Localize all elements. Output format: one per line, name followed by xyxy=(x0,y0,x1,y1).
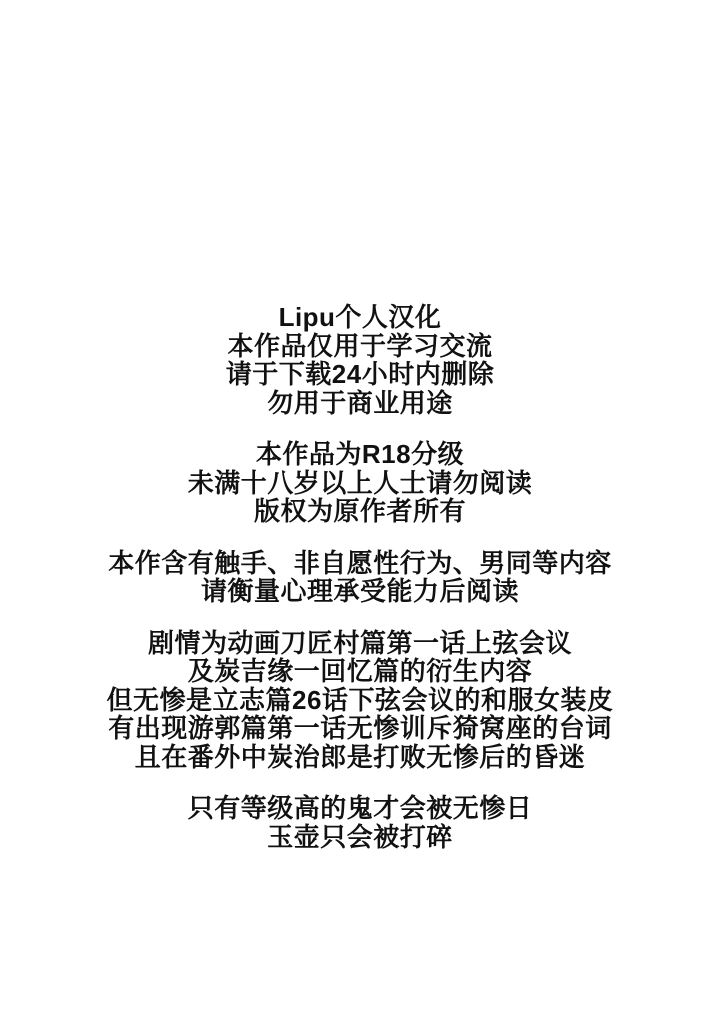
disclaimer-line: 玉壶只会被打碎 xyxy=(267,821,453,852)
disclaimer-line: 本作含有触手、非自愿性行为、男同等内容 xyxy=(108,547,612,578)
disclaimer-line: 剧情为动画刀匠村篇第一话上弦会议 xyxy=(147,627,572,658)
disclaimer-line: 有出现游郭篇第一话无惨训斥猗窝座的台词 xyxy=(108,713,612,743)
disclaimer-line: 只有等级高的鬼才会被无惨日 xyxy=(187,793,533,823)
disclaimer-line: 请于下载24小时内删除 xyxy=(225,359,495,389)
disclaimer-line: 本作品为R18分级 xyxy=(255,439,465,469)
joke-note-block xyxy=(0,794,720,851)
translation-credit-block xyxy=(0,303,720,417)
disclaimer-line: 本作品仅用于学习交流 xyxy=(227,330,493,361)
disclaimer-line: 且在番外中炭治郎是打败无惨后的昏迷 xyxy=(134,741,586,772)
plot-notes-block xyxy=(0,629,720,772)
disclaimer-line: 未满十八岁以上人士请勿阅读 xyxy=(187,467,533,498)
rating-notice-block xyxy=(0,440,720,526)
disclaimer-line: 但无惨是立志篇26话下弦会议的和服女装皮 xyxy=(106,684,614,715)
disclaimer-line: 及炭吉缘一回忆篇的衍生内容 xyxy=(187,656,533,686)
disclaimer-line: 版权为原作者所有 xyxy=(253,496,466,526)
disclaimer-line: Lipu个人汉化 xyxy=(278,302,442,332)
content-warning-block xyxy=(0,549,720,606)
disclaimer-line: 勿用于商业用途 xyxy=(267,387,453,418)
disclaimer-line: 请衡量心理承受能力后阅读 xyxy=(200,576,519,606)
disclaimer-text xyxy=(0,303,720,851)
